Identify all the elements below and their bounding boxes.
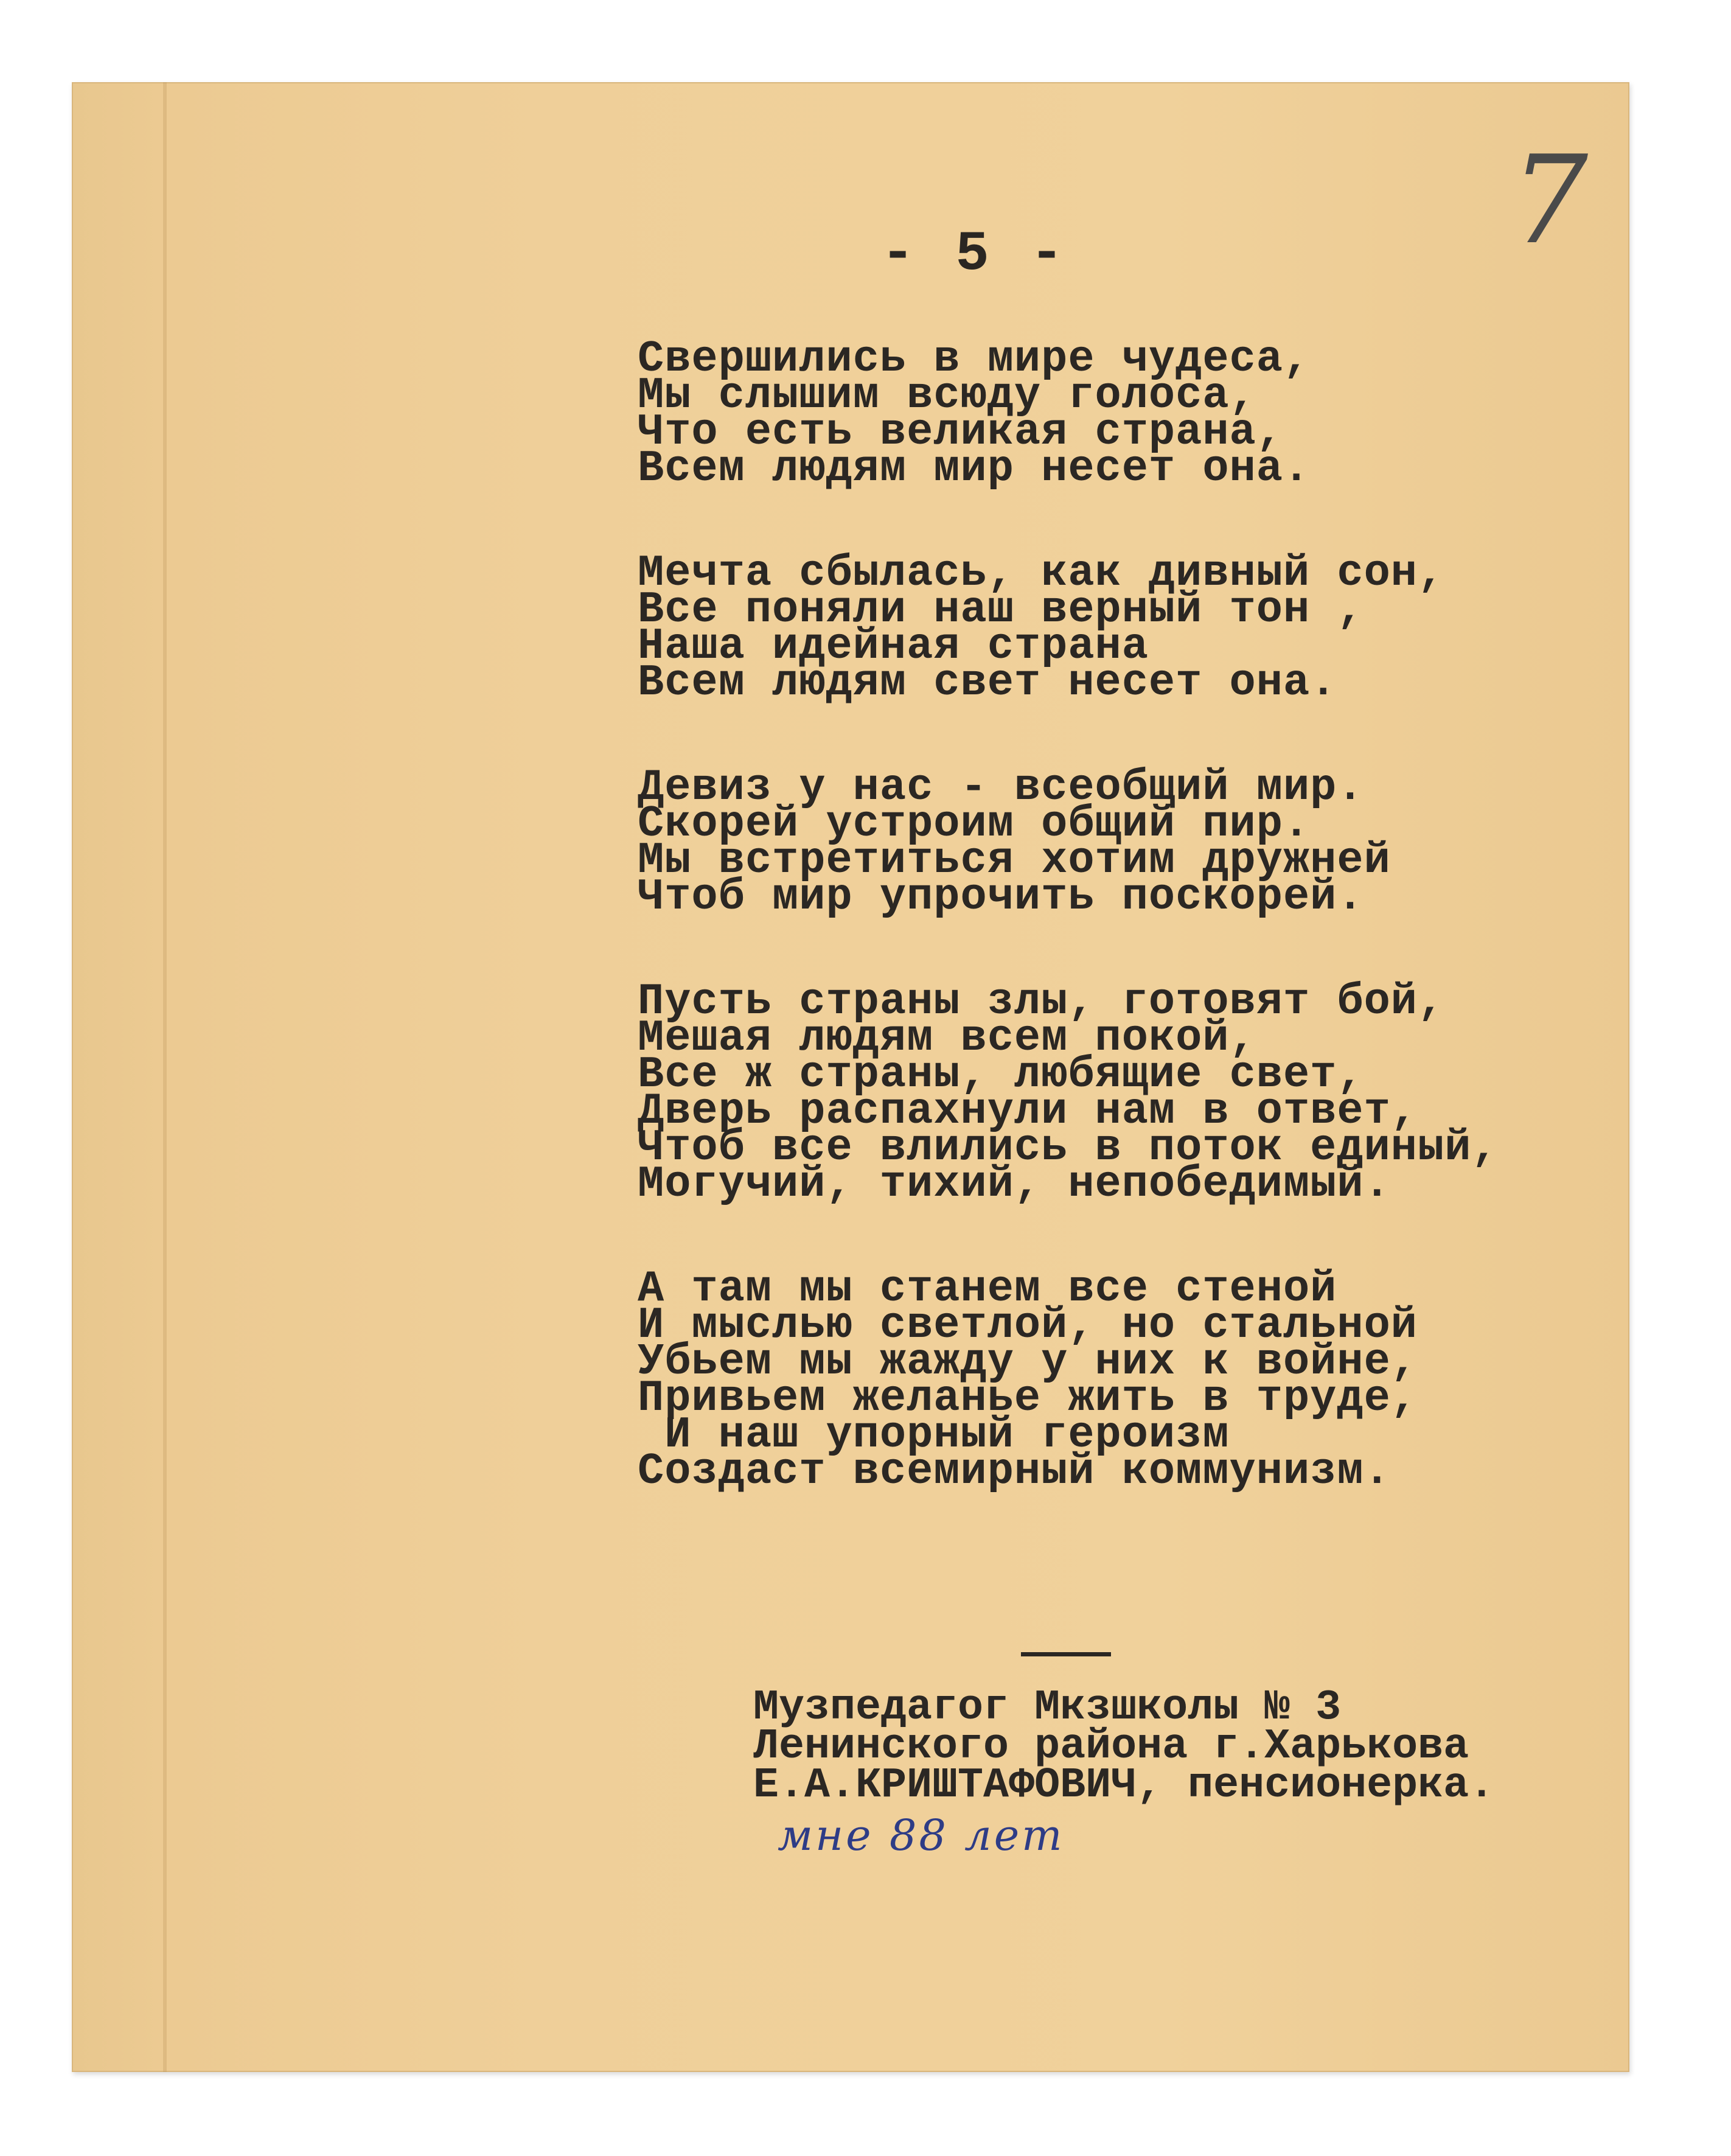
poem-line: А там мы станем все стеной (638, 1264, 1337, 1314)
poem-line: Чтоб мир упрочить поскорей. (638, 872, 1364, 922)
poem-line: И наш упорный героизм (638, 1410, 1230, 1460)
poem-line: Все поняли наш верный тон , (638, 585, 1364, 635)
poem-line: Всем людям мир несет она. (638, 444, 1311, 494)
poem-line: Наша идейная страна (638, 621, 1149, 671)
poem-line: Мы встретиться хотим дружней (638, 836, 1391, 885)
poem-line: Мешая людям всем покой, (638, 1013, 1256, 1063)
document-sheet (72, 82, 1629, 2072)
poem-line: Могучий, тихий, непобедимый. (638, 1159, 1391, 1209)
poem-line: Чтоб все влились в поток единый, (638, 1123, 1499, 1173)
poem (638, 334, 1499, 1558)
folio-number: 7 (1511, 130, 1589, 271)
stanza (638, 334, 1499, 494)
poem-line: Привьем желанье жить в труде, (638, 1373, 1418, 1423)
poem-line: Всем людям свет несет она. (638, 658, 1337, 708)
divider-line (1021, 1652, 1111, 1656)
signature-line: Музпедагог Мкзшколы № 3 (753, 1684, 1342, 1732)
poem-line: Дверь распахнули нам в ответ, (638, 1086, 1418, 1136)
poem-line: Все ж страны, любящие свет, (638, 1050, 1364, 1100)
poem-line: Что есть великая страна, (638, 407, 1283, 457)
poem-line: Девиз у нас - всеобщий мир. (638, 762, 1364, 812)
stanza (638, 548, 1499, 708)
handwritten-note: мне 88 лет (778, 1810, 1065, 1860)
poem-line: Мы слышим всюду голоса, (638, 371, 1256, 420)
poem-line: Свершились в мире чудеса, (638, 334, 1311, 384)
stanza (638, 977, 1499, 1209)
signature-block (753, 1684, 1495, 1810)
signature-line: Е.А.КРИШТАФОВИЧ, пенсионерка. (753, 1762, 1495, 1810)
signature-line: Ленинского района г.Харькова (753, 1723, 1469, 1771)
page-fold (163, 82, 167, 2072)
stanza (638, 762, 1499, 922)
poem-line: Создаст всемирный коммунизм. (638, 1446, 1391, 1496)
page-number: - 5 - (881, 222, 1068, 286)
poem-line: Мечта сбылась, как дивный сон, (638, 548, 1445, 598)
poem-line: Скорей устроим общий пир. (638, 799, 1311, 849)
poem-line: Пусть страны злы, готовят бой, (638, 977, 1445, 1027)
poem-line: И мыслью светлой, но стальной (638, 1300, 1418, 1350)
poem-line: Убьем мы жажду у них к войне, (638, 1337, 1418, 1387)
stanza (638, 1264, 1499, 1496)
